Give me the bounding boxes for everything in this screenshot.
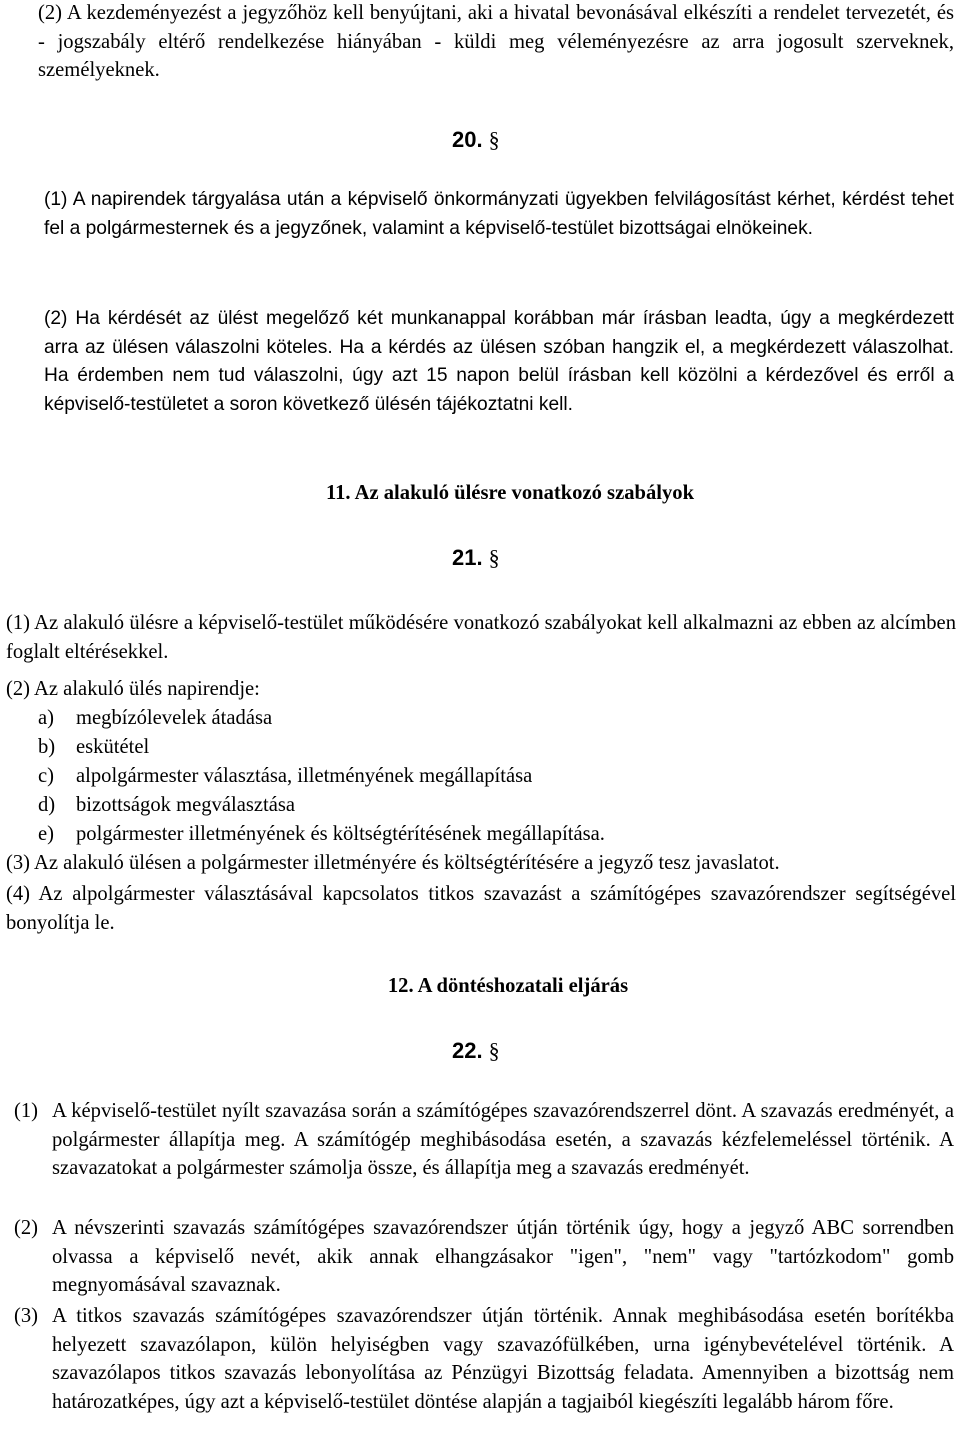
- section-20-heading: [452, 127, 500, 153]
- section-22-item-3: (3) A titkos szavazás számítógépes szavazórendszer útján történik. Annak meghibásodása esetén borítékba helyezett szavazólapon, külön helyiségben vagy szavazófülkében, urna igénybevételével történik. A szavazólapos titkos szavazás lebonyolítása az Pénzügyi Bizottság feladata. Amennyiben a bizottság nem határozatképes, úgy azt a képviselő-testület döntése alapján a tagjaiból kiegészíti legalább három főre.: [14, 1305, 954, 1413]
- section-20-paragraph-2: (2) Ha kérdését az ülést megelőző két munkanappal korábban már írásban leadta, úgy a megkérdezett arra az ülésen válaszolni köteles. Ha a kérdés az ülésen szóban hangzik el, a megkérdezett válaszolhat. Ha érdemben nem tud válaszolni, úgy azt 15 napon belül írásban kell közölni a kérdezővel és erről a képviselő-testületet a soron következő ülésén tájékoztatni kell.: [44, 308, 954, 415]
- section-22-heading: [452, 1038, 500, 1064]
- section-symbol: §: [488, 127, 500, 152]
- section-number: 21.: [452, 545, 483, 570]
- section-number: 20.: [452, 127, 483, 152]
- chapter-11-heading: 11. Az alakuló ülésre vonatkozó szabályok: [325, 482, 695, 504]
- chapter-12-heading: 12. A döntéshozatali eljárás: [387, 975, 629, 997]
- section-21-paragraph-1: (1) Az alakuló ülésre a képviselő-testület működésére vonatkozó szabályokat kell alkalmazni az ebben az alcímben foglalt eltérésekkel.: [6, 612, 956, 663]
- section-symbol: §: [488, 1038, 500, 1063]
- section-21-paragraph-2-intro: (2) Az alakuló ülés napirendje:: [6, 678, 260, 700]
- section-number: 22.: [452, 1038, 483, 1063]
- section-21-paragraph-3: (3) Az alakuló ülésen a polgármester illetményére és költségtérítésére a jegyző tesz javaslatot.: [6, 852, 780, 874]
- section-20-paragraph-1: (1) A napirendek tárgyalása után a képviselő önkormányzati ügyekben felvilágosítást kérhet, kérdést tehet fel a polgármesternek és a jegyzőnek, valamint a képviselő-testület bizottságai elnökeinek.: [44, 189, 954, 239]
- section-22-item-2: (2) A névszerinti szavazás számítógépes szavazórendszer útján történik úgy, hogy a jegyző ABC sorrendben olvassa a képviselő nevét, akik annak elhangzásakor "igen", "nem" vagy "tartózkodom" gomb megnyomásával szavaznak.: [14, 1217, 954, 1296]
- section-21-paragraph-4: (4) Az alpolgármester választásával kapcsolatos titkos szavazást a számítógépes szavazórendszer segítségével bonyolítja le.: [6, 883, 956, 934]
- document-page: (2) A kezdeményezést a jegyzőhöz kell benyújtani, aki a hivatal bevonásával elkészíti a rendelet tervezetét, és - jogszabály eltérő rendelkezése hiányában - küldi meg véleményezésre az arra jogosult szerveknek, személyeknek. 20. § (1) A napirendek tárgyalása után a képviselő önkormányzati ügyekben felvilágosítást kérhet, kérdést tehet fel a polgármesternek és a jegyzőnek, valamint a képviselő-testület bizottságai elnökeinek. (2) Ha kérdését az ülést megelőző két munkanappal korábban már írásban leadta, úgy a megkérdezett arra az ülésen válaszolni köteles. Ha a kérdés az ülésen szóban hangzik el, a megkérdezett válaszolhat. Ha érdemben nem tud válaszolni, úgy azt 15 napon belül írásban kell közölni a kérdezővel és erről a képviselő-testületet a soron következő ülésén tájékoztatni kell. 11. Az alakuló ülésre vonatkozó szabályok 21. § (1) Az alakuló ülésre a képviselő-testület működésére vonatkozó szabályokat kell alkalmazni az ebben az alcímben foglalt eltérésekkel. (2) Az alakuló ülés napirendje: a) megbízólevelek átadása b) eskütétel c) alpolgármester választása, illetményének megállapítása d) bizottságok megválasztása e) polgármester illetményének és költségtérítésének megállapítása. (3) Az alakuló ülésen a polgármester illetményére és költségtérítésére a jegyző tesz javaslatot. (4) Az alpolgármester választásával kapcsolatos titkos szavazást a számítógépes szavazórendszer segítségével bonyolítja le. 12. A döntéshozatali eljárás 22. § (1) A képviselő-testület nyílt szavazása során a számítógépes szavazórendszerrel dönt. A szavazás eredményét, a polgármester állapítja meg. A számítógép meghibásodása esetén, a szavazás kézfelemeléssel történik. A szavazatokat a polgármester számolja össze, és állapítja meg a szavazás eredményét. (2) A névszerinti szavazás számítógépes szavazórendszer útján történik úgy, hogy a jegyző ABC sorrendben olvassa a képviselő nevét, akik annak elhangzásakor "igen", "nem" vagy "tartózkodom" gomb megnyomásával szavaznak. (3) A titkos szavazás számítógépes szavazórendszer útján történik. Annak meghibásodása esetén borítékba helyezett szavazólapon, külön helyiségben vagy szavazófülkében, urna igénybevételével történik. A szavazólapos titkos szavazás lebonyolítása az Pénzügyi Bizottság feladata. Amennyiben a bizottság nem határozatképes, úgy azt a képviselő-testület döntése alapján a tagjaiból kiegészíti legalább három főre.: [0, 0, 960, 1446]
- section-22-item-1: (1) A képviselő-testület nyílt szavazása során a számítógépes szavazórendszerrel dönt. A szavazás eredményét, a polgármester állapítja meg. A számítógép meghibásodása esetén, a szavazás kézfelemeléssel történik. A szavazatokat a polgármester számolja össze, és állapítja meg a szavazás eredményét.: [14, 1100, 954, 1179]
- intro-paragraph: (2) A kezdeményezést a jegyzőhöz kell benyújtani, aki a hivatal bevonásával elkészíti a rendelet tervezetét, és - jogszabály eltérő rendelkezése hiányában - küldi meg véleményezésre az arra jogosult szerveknek, személyeknek.: [38, 2, 954, 81]
- section-symbol: §: [488, 545, 500, 570]
- section-21-heading: [452, 545, 500, 571]
